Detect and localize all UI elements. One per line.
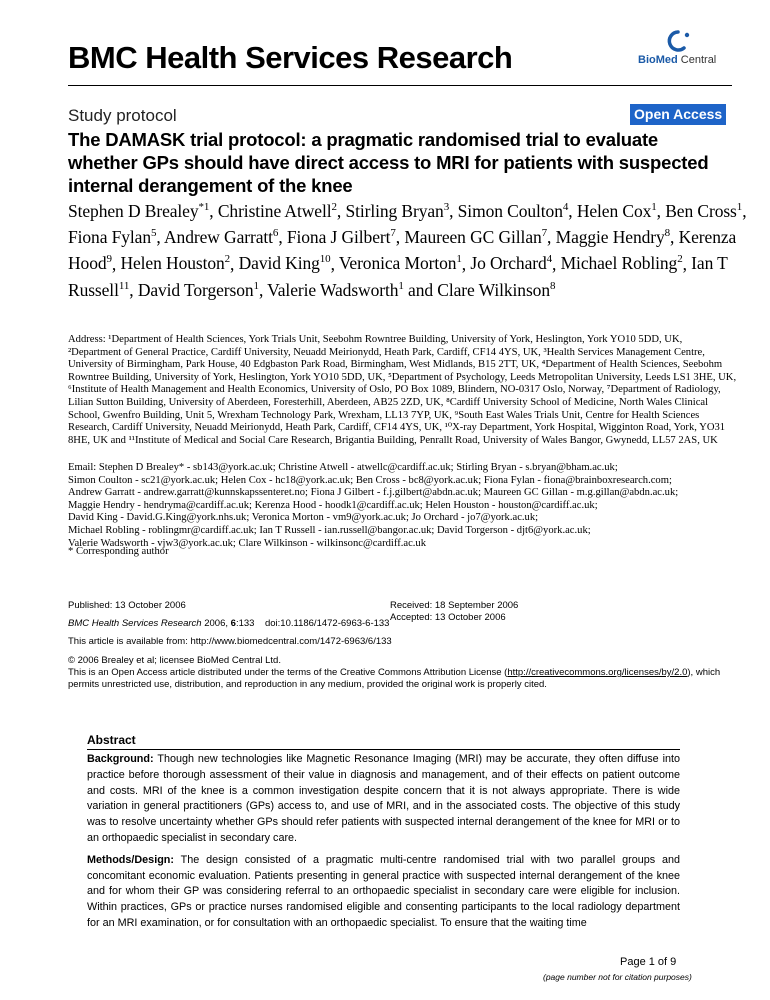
email-line[interactable]: Email: Stephen D Brealey* - sb143@york.ac.uk; Christine Atwell - atwellc@cardiff.ac.uk; Stirling Bryan - s.bryan@bham.ac.uk; [68, 462, 618, 473]
author-name: Veronica Morton [338, 253, 457, 274]
author [345, 201, 449, 221]
author-name: Maggie Hendry [555, 227, 665, 248]
author [138, 280, 259, 300]
accepted-date: Accepted: 13 October 2006 [390, 612, 506, 623]
copyright: © 2006 Brealey et al; licensee BioMed Central Ltd. [68, 655, 281, 666]
citation [68, 618, 389, 630]
author-name: Stephen D Brealey [68, 200, 199, 221]
author [218, 201, 337, 221]
author-affiliation-number: 5 [151, 227, 157, 240]
abstract-methods [87, 853, 680, 932]
methods-label: Methods/Design: [87, 853, 174, 866]
author-affiliation-number: 2 [331, 201, 337, 213]
author-affiliation-number: 8 [549, 279, 556, 292]
author-name: Fiona Fylan [68, 227, 151, 248]
open-access-badge: Open Access [630, 104, 726, 125]
author-affiliation-number: 6 [272, 227, 279, 240]
author-affiliation-number: 1 [398, 279, 404, 292]
methods-text: The design consisted of a pragmatic multi-centre randomised trial with two parallel groups and concomitant economic evaluation. Patients presenting in general practice with suspected internal derangement of the knee and for whom their GP was considering referral to an orthopaedic specialist in secondary care were eligible for inclusion. Within practices, GPs or practice nurses randomised eligible and consenting participants to the local radiology department for an MRI examination, or for consultation with an orthopaedic specialist. To ensure that the waiting time [87, 853, 680, 929]
email-line[interactable]: Michael Robling - roblingmr@cardiff.ac.uk; Ian T Russell - ian.russell@bangor.ac.uk; David Torgerson - djt6@york.ac.uk; [68, 524, 591, 536]
author [577, 201, 657, 221]
author [120, 253, 230, 273]
article-url[interactable]: This article is available from: http://www.biomedcentral.com/1472-6963/6/133 [68, 636, 392, 647]
author [561, 253, 683, 273]
license-link[interactable]: http://creativecommons.org/licenses/by/2.0 [507, 667, 688, 678]
published-date: Published: 13 October 2006 [68, 600, 186, 611]
author-affiliation-number: 2 [224, 253, 231, 266]
author-name: Helen Cox [576, 200, 652, 221]
abstract [87, 733, 680, 938]
citation-year: 2006, [201, 618, 231, 629]
author-affiliation-number: 9 [106, 253, 112, 266]
author-affiliation-number: 1 [253, 279, 259, 292]
affiliations: Address: ¹Department of Health Sciences, York Trials Unit, Seebohm Rowntree Building, University of York, Heslington, York YO10 5DD, UK, ²Department of General Practice, Cardiff University, Neuadd Meirionydd, Heath Park, Cardiff, CF14 4YS, UK, ³Health Services Management Centre, University of Birmingham, Park House, 40 Edgbaston Park Road, Birmingham, West Midlands, B15 2TT, UK, ⁴Department of Health Sciences, Seebohm Rowntree Building, University of York, Heslington, York YO10 5DD, UK, ⁵Department of Psychology, Leeds Metropolitan University, Leeds LS1 3HE, UK, ⁶Institute of Health Management and Health Economics, University of Oslo, PO Box 1089, Blindern, NO-0317 Oslo, Norway, ⁷Department of Radiology, Lilian Sutton Building, University of Aberdeen, Foresterhill, Aberdeen, AB25 2ZD, UK, ⁸Cardiff University School of Medicine, North Wales Clinical School, Gwenfro Building, Unit 5, Wrexham Technology Park, Wrexham, LL13 7YP, UK, ⁹South East Wales Trials Unit, Centre for Health Sciences Research, Cardiff University, Neuadd Meirionydd, Heath Park, Cardiff, CF14 4YS, UK, ¹⁰X-ray Department, York Hospital, Wigginton Road, York, YO31 8HE, UK and ¹¹Institute of Medical and Social Care Research, Brigantia Building, Penrallt Road, University of Wales Bangor, Gwynedd, LL57 2AS, UK [68, 334, 737, 446]
author-name: Helen Houston [120, 253, 225, 274]
author-affiliation-number: 10 [319, 253, 331, 266]
citation-journal: BMC Health Services Research [68, 618, 202, 629]
author-list: Stephen D Brealey$^{*1}$, Christine Atwell$^2$, Stirling Bryan$^3$, Simon Coulton$^4$, Helen Cox$^1$, Ben Cross$^1$, Fiona Fylan$^5$, Andrew Garratt$^6$, Fiona J Gilbert$^7$, Maureen GC Gillan$^7$, Maggie Hendry$^8$, Kerenza Hood$^9$, Helen Houston$^2$, David King$^{10}$, Veronica Morton$^1$, Jo Orchard$^4$, Michael Robling$^2$, Ian T Russell$^{11}$, David Torgerson$^1$, Valerie Wadsworth$^1$ and Clare Wilkinson$^8$ [68, 200, 747, 300]
author-name: Maureen GC Gillan [404, 227, 542, 248]
received-date: Received: 18 September 2006 [390, 600, 519, 611]
author-affiliation-number: 7 [541, 227, 548, 240]
author-name: Michael Robling [560, 253, 678, 274]
abstract-background [87, 752, 680, 847]
author-affiliation-number: 2 [677, 253, 683, 266]
email-line[interactable]: Andrew Garratt - andrew.garratt@kunnskapssenteret.no; Fiona J Gilbert - f.j.gilbert@abdn.ac.uk; Maureen GC Gillan - m.g.gillan@abdn.ac.uk; [68, 487, 679, 499]
author-affiliation-number: 7 [390, 227, 396, 240]
author-name: Ben Cross [665, 200, 737, 221]
author [470, 253, 552, 273]
header-divider [68, 85, 732, 86]
author-affiliation-number: 1 [456, 253, 462, 266]
background-label: Background: [87, 753, 154, 765]
license-pre: This is an Open Access article distributed under the terms of the Creative Commons Attribution License ( [68, 667, 508, 678]
author-affiliation-number: 4 [562, 201, 569, 213]
email-line[interactable]: David King - David.G.King@york.nhs.uk; Veronica Morton - vm9@york.ac.uk; Jo Orchard - jo7@york.ac.uk; [68, 512, 539, 524]
article-title: The DAMASK trial protocol: a pragmatic randomised trial to evaluate whether GPs should have direct access to MRI for patients with suspected internal derangement of the knee [68, 129, 709, 196]
biomed-logo-icon [638, 28, 712, 54]
author-name: Fiona J Gilbert [286, 227, 391, 248]
author-affiliation-number: 1 [736, 201, 743, 213]
author [267, 280, 404, 300]
author [339, 253, 462, 273]
citation-volume: 6 [230, 618, 236, 629]
author-name: Simon Coulton [457, 200, 563, 221]
author [68, 201, 209, 221]
author-name: Valerie Wadsworth [267, 279, 399, 300]
author [164, 227, 278, 247]
author [437, 280, 555, 300]
author-emails [68, 462, 738, 550]
abstract-divider [87, 749, 680, 750]
author-name: Clare Wilkinson [437, 279, 550, 300]
logo-central-text: Central [677, 54, 717, 66]
author [68, 227, 156, 247]
article-type: Study protocol [68, 106, 177, 125]
author-name: Ian T Russell [68, 253, 728, 300]
author [404, 227, 547, 247]
author-name: David King [238, 253, 320, 274]
logo-bio-text: BioMed [638, 54, 678, 66]
author-affiliation-number: 4 [546, 253, 553, 266]
corresponding-author-note: * Corresponding author [68, 546, 169, 557]
author-name: Stirling Bryan [345, 200, 444, 221]
journal-title: BMC Health Services Research [68, 40, 513, 75]
background-text: Though new technologies like Magnetic Resonance Imaging (MRI) may be accurate, they often diffuse into practice before thorough assessment of their value in diagnosis and management, and of their effects on patient outcome and costs. MRI of the knee is a common investigation despite concern that it is not always appropriate. There is wide variation in general practitioners (GPs) access to, and use of MRI, and in the associated costs. The objective of this study was to resolve uncertainty whether GPs should refer patients with suspected internal derangement of the knee for MRI or to an orthopaedic specialist in secondary care. [87, 753, 680, 844]
author-affiliation-number: 3 [443, 201, 450, 213]
author-affiliation-number: 1 [651, 201, 657, 213]
page-number-note: (page number not for citation purposes) [543, 972, 692, 982]
page-number: Page 1 of 9 [620, 956, 677, 968]
author-name: David Torgerson [137, 279, 254, 300]
citation-doi: :133 doi:10.1186/1472-6963-6-133 [235, 618, 390, 629]
author-name: Christine Atwell [217, 200, 332, 221]
license-text [68, 667, 728, 691]
author-name: Kerenza Hood [68, 227, 737, 274]
author [287, 227, 396, 247]
author [665, 201, 742, 221]
email-line[interactable]: Simon Coulton - sc21@york.ac.uk; Helen Cox - hc18@york.ac.uk; Ben Cross - bc8@york.ac.uk; Fiona Fylan - fiona@brainboxresearch.com; [68, 474, 672, 486]
author-name: Jo Orchard [470, 253, 547, 274]
abstract-heading: Abstract [87, 733, 136, 747]
email-line[interactable]: Maggie Hendry - hendryma@cardiff.ac.uk; Kerenza Hood - hoodk1@cardiff.ac.uk; Helen Houston - houston@cardiff.ac.uk; [68, 499, 598, 511]
biomed-central-logo [638, 28, 717, 72]
license-post: ), which permits unrestricted use, distribution, and reproduction in any medium, provided the original work is properly cited. [68, 667, 721, 690]
author [239, 253, 331, 273]
author [556, 227, 670, 247]
author-affiliation-number: 8 [664, 227, 671, 240]
author [458, 201, 569, 221]
author-affiliation-number: *1 [198, 201, 210, 213]
email-line[interactable]: Valerie Wadsworth - vjw3@york.ac.uk; Clare Wilkinson - wilkinsonc@cardiff.ac.uk [68, 537, 427, 549]
author-name: Andrew Garratt [164, 227, 273, 248]
author-affiliation-number: 11 [118, 279, 130, 292]
